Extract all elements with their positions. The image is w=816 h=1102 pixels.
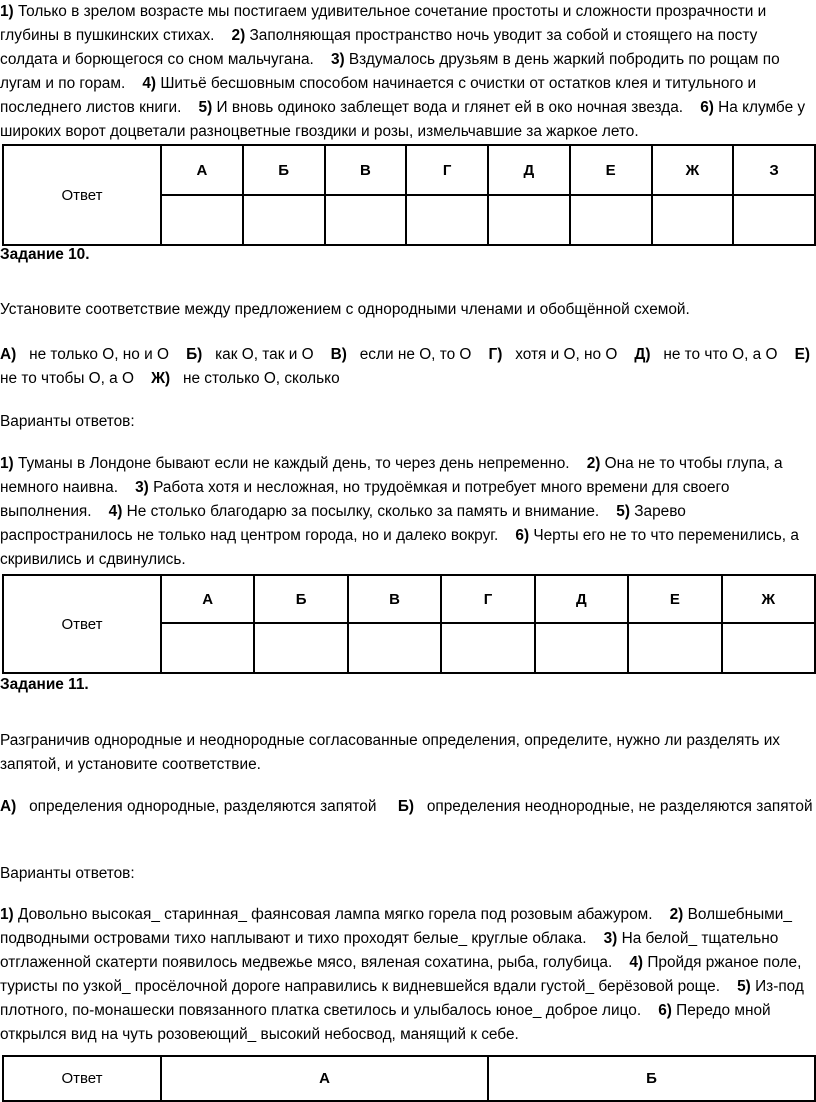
column-header: А [161,145,243,195]
answer-cell[interactable] [325,195,407,245]
answer-cell[interactable] [348,623,441,673]
task10-title: Задание 10. [0,246,90,263]
task10-instruction: Установите соответствие между предложением с однородными членами и обобщённой схемой. [0,301,690,318]
answer-cell[interactable] [161,195,243,245]
column-header: Д [535,575,628,623]
answer-label: Ответ [3,575,161,673]
answer-cell[interactable] [535,623,628,673]
column-header: В [348,575,441,623]
answer-cell[interactable] [441,623,534,673]
task10-answer-table [2,574,816,674]
answer-cell[interactable] [161,623,254,673]
column-header: Ж [652,145,734,195]
answer-cell[interactable] [243,195,325,245]
answer-cell[interactable] [488,195,570,245]
column-header: Б [488,1056,815,1101]
task10-sentences: 1) Туманы в Лондоне бывают если не каждый день, то через день непременно. 2) Она не то чтобы глупа, а немного наивна. 3) Работа хотя и несложная, но трудоёмкая и потребует много времени для своего выполнения. 4) Не столько благодарю за посылку, сколько за память и внимание. 5) Зарево распространилось не только над центром города, но и далеко вокруг. 6) Черты его не то что переменились, а скривились и сдвинулись. [0,455,799,568]
task11-options: А) определения однородные, разделяются запятой Б) определения неоднородные, не разделяются запятой [0,798,813,815]
answer-label: Ответ [3,145,161,245]
column-header: Д [488,145,570,195]
task9-answer-table [2,144,816,246]
column-header: Е [628,575,721,623]
answer-cell[interactable] [722,623,815,673]
column-header: Е [570,145,652,195]
column-header: А [161,1056,488,1101]
task11-instruction: Разграничив однородные и неоднородные согласованные определения, определите, нужно ли разделять их запятой, и установите соответствие. [0,732,780,773]
task11-title: Задание 11. [0,676,89,693]
task10-variants-label: Варианты ответов: [0,413,135,430]
answer-cell[interactable] [406,195,488,245]
task11-sentences: 1) Довольно высокая_ старинная_ фаянсовая лампа мягко горела под розовым абажуром. 2) Волшебными_ подводными островами тихо наплывают и тихо проходят белые_ круглые облака. 3) На белой_ тщательно отглаженной скатерти появилось медвежье мясо, вяленая сохатина, рыба, голубица. 4) Пройдя ржаное поле, туристы по узкой_ просёлочной дороге направились к видневшейся вдали густой_ берёзовой роще. 5) Из-под плотного, по-монашески повязанного платка светилось и улыбалось юное_ доброе лицо. 6) Передо мной открылся вид на чуть розовеющий_ высокий небосвод, манящий к себе. [0,906,804,1043]
column-header: Г [441,575,534,623]
column-header: Б [254,575,347,623]
column-header: З [733,145,815,195]
answer-cell[interactable] [628,623,721,673]
task9-sentences: 1) Только в зрелом возрасте мы постигаем удивительное сочетание простоты и сложности прозрачности и глубины в пушкинских стихах. 2) Заполняющая пространство ночь уводит за собой и стоящего на посту солдата и борющегося со сном мальчугана. 3) Вздумалось друзьям в день жаркий побродить по рощам по лугам и по горам. 4) Шитьё бесшовным способом начинается с очистки от остатков клея и титульного и последнего листов книги. 5) И вновь одиноко заблещет вода и глянет ей в око ночная звезда. 6) На клумбе у широких ворот доцветали разноцветные гвоздики и розы, измельчавшие за жаркое лето. [0,3,806,140]
answer-cell[interactable] [652,195,734,245]
task10-options: А) не только О, но и О Б) как О, так и О В) если не О, то О Г) хотя и О, но О Д) не то что О, а О Е) не то чтобы О, а О Ж) не столько О, сколько [0,346,810,387]
column-header: Б [243,145,325,195]
column-header: А [161,575,254,623]
answer-cell[interactable] [254,623,347,673]
answer-cell[interactable] [733,195,815,245]
answer-cell[interactable] [570,195,652,245]
answer-label: Ответ [3,1056,161,1101]
task11-variants-label: Варианты ответов: [0,865,135,882]
column-header: В [325,145,407,195]
column-header: Ж [722,575,815,623]
column-header: Г [406,145,488,195]
task11-answer-table [2,1055,816,1102]
